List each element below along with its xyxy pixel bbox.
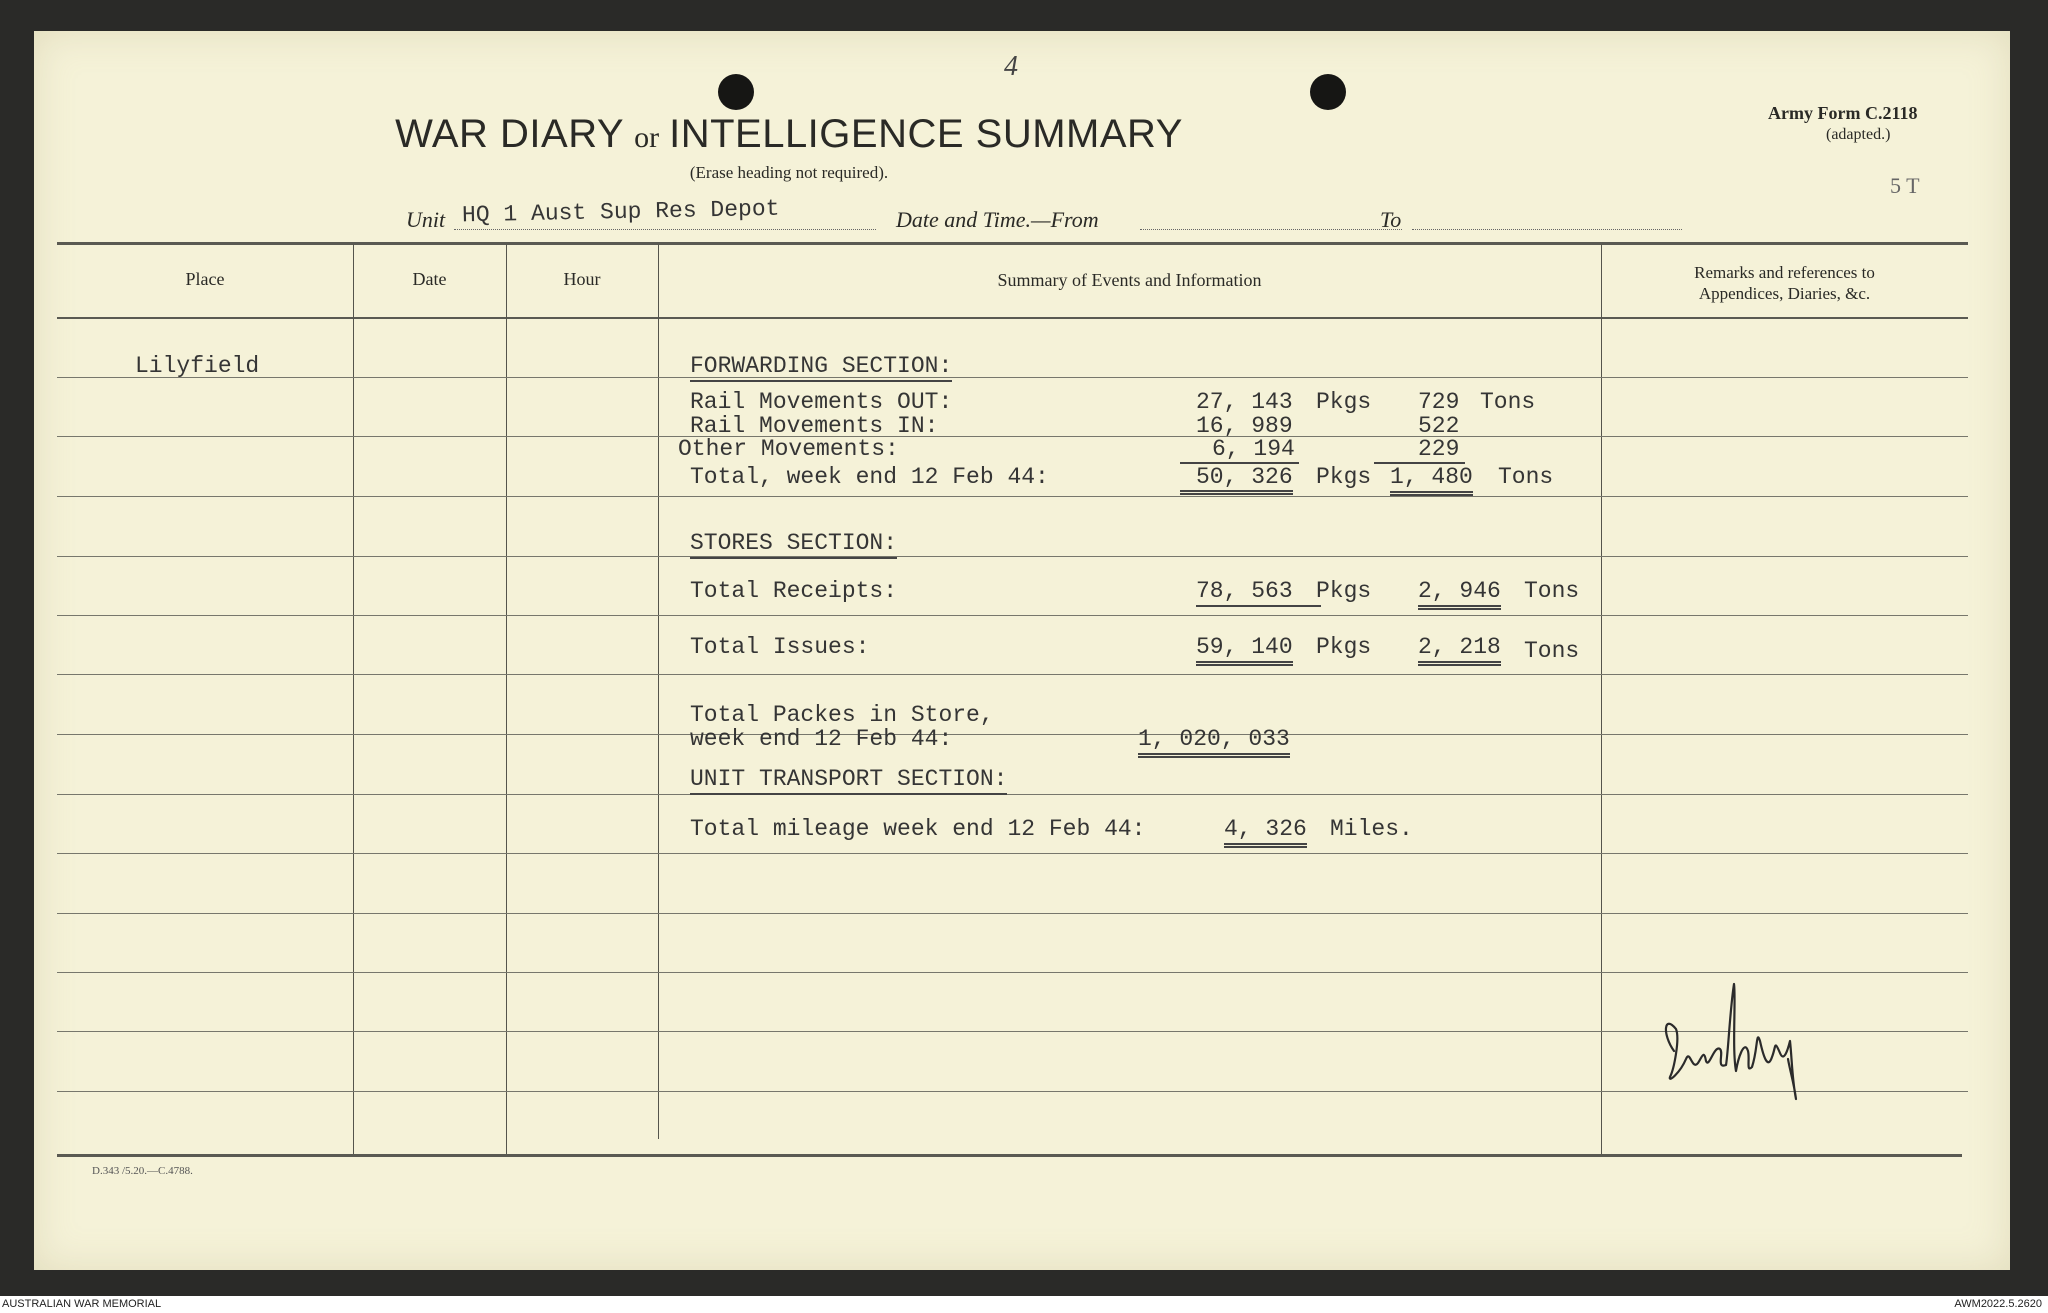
receipts-pkgs [1196,578,1321,604]
from-dotted-line [1140,229,1402,230]
date-time-label: Date and Time.—From [896,207,1099,232]
transport-heading [690,766,1007,792]
unit-label: Unit [406,207,446,232]
receipts-pkgs-unit: Pkgs [1316,578,1372,604]
total-forwarding-label: Total, week end 12 Feb 44: [690,464,1049,490]
receipts-label: Total Receipts: [690,578,898,604]
receipts-pkgs-text: 78, 563 [1196,578,1321,607]
total-forwarding-pkgs [1180,464,1293,490]
row-rule [57,794,1968,795]
total-forwarding-tons-text: 1, 480 [1390,464,1473,496]
army-form-label: Army Form C.2118 [1768,103,1918,123]
row-rule [57,377,1968,378]
title-main: WAR DIARY [395,112,625,156]
packes-value [1138,726,1290,752]
mileage-value-text: 4, 326 [1224,816,1307,848]
footer-left: AUSTRALIAN WAR MEMORIAL [2,1298,162,1310]
total-forwarding-tons [1390,464,1473,490]
army-form-note: (adapted.) [1826,126,1891,143]
place-value: Lilyfield [135,353,260,379]
header-summary: Summary of Events and Information [997,270,1262,290]
forwarding-heading [690,353,952,379]
diary-sheet [34,31,2010,1270]
header-hour: Hour [563,269,601,289]
row-rule [57,615,1968,616]
receipts-tons-unit: Tons [1524,578,1580,604]
row-rule [57,496,1968,497]
other-tons-text: 229 [1374,436,1465,464]
row-rule [57,853,1968,854]
archive-footer [0,1296,2048,1313]
packes-label-line1: Total Packes in Store, [690,702,994,728]
punch-hole-right [1310,74,1346,110]
forwarding-heading-text: FORWARDING SECTION: [690,353,952,382]
page-title [34,112,1544,157]
corner-mark: 5 T [1890,173,1920,198]
signature [1654,979,1854,1109]
col-rule-date [506,244,507,1154]
unit-dotted-line [454,229,876,230]
other-movements-label: Other Movements: [678,436,899,462]
rail-out-pkgs-unit: Pkgs [1316,389,1372,415]
title-rest: INTELLIGENCE SUMMARY [669,112,1183,156]
header-place: Place [185,269,225,289]
punch-hole-left [718,74,754,110]
total-forwarding-pkgs-unit: Pkgs [1316,464,1372,490]
issues-pkgs-unit: Pkgs [1316,634,1372,660]
row-rule [57,556,1968,557]
table-top-rule [57,242,1968,245]
to-label: To [1380,207,1402,232]
receipts-tons-text: 2, 946 [1418,578,1501,610]
footer-right: AWM2022.5.2620 [1954,1298,2042,1310]
col-rule-place [353,244,354,1154]
header-remarks-2: Appendices, Diaries, &c. [1698,284,1871,303]
row-rule [57,734,1968,735]
page-number: 4 [1004,51,1018,82]
issues-tons [1418,634,1501,660]
receipts-tons [1418,578,1501,604]
unit-value: HQ 1 Aust Sup Res Depot [461,195,780,229]
title-or: or [634,121,660,154]
header-remarks-1: Remarks and references to [1694,263,1875,282]
issues-pkgs [1196,634,1293,660]
col-rule-summary [1601,244,1602,1154]
total-forwarding-tons-unit: Tons [1498,464,1554,490]
rail-out-pkgs: 27, 143 [1196,389,1293,415]
rail-out-tons: 729 [1418,389,1460,415]
rail-in-tons: 522 [1418,413,1460,439]
stores-heading [690,530,897,556]
subtitle: (Erase heading not required). [689,163,889,182]
row-rule [57,436,1968,437]
packes-label-line2: week end 12 Feb 44: [690,726,953,752]
rail-out-label: Rail Movements OUT: [690,389,953,415]
row-rule [57,913,1968,914]
rail-in-label: Rail Movements IN: [690,413,939,439]
mileage-label: Total mileage week end 12 Feb 44: [690,816,1146,842]
col-rule-hour [658,244,659,1139]
mileage-unit: Miles. [1330,816,1413,842]
rail-in-pkgs: 16, 989 [1196,413,1293,439]
row-rule [57,972,1968,973]
row-rule [57,674,1968,675]
other-pkgs [1180,436,1299,462]
table-bottom-rule [57,1154,1962,1157]
stores-heading-text: STORES SECTION: [690,530,897,559]
header-bottom-rule [57,317,1968,319]
packes-value-text: 1, 020, 033 [1138,726,1290,758]
issues-tons-text: 2, 218 [1418,634,1501,666]
issues-pkgs-text: 59, 140 [1196,634,1293,666]
other-tons [1374,436,1465,462]
transport-heading-text: UNIT TRANSPORT SECTION: [690,766,1007,795]
other-pkgs-text: 6, 194 [1180,436,1299,464]
mileage-value [1224,816,1307,842]
to-dotted-line [1412,229,1682,230]
form-code: D.343 /5.20.—C.4788. [92,1165,193,1177]
rail-out-tons-unit: Tons [1480,389,1536,415]
header-date: Date [412,269,447,289]
total-forwarding-pkgs-text: 50, 326 [1180,464,1293,495]
issues-tons-unit: Tons [1524,638,1580,664]
issues-label: Total Issues: [690,634,870,660]
